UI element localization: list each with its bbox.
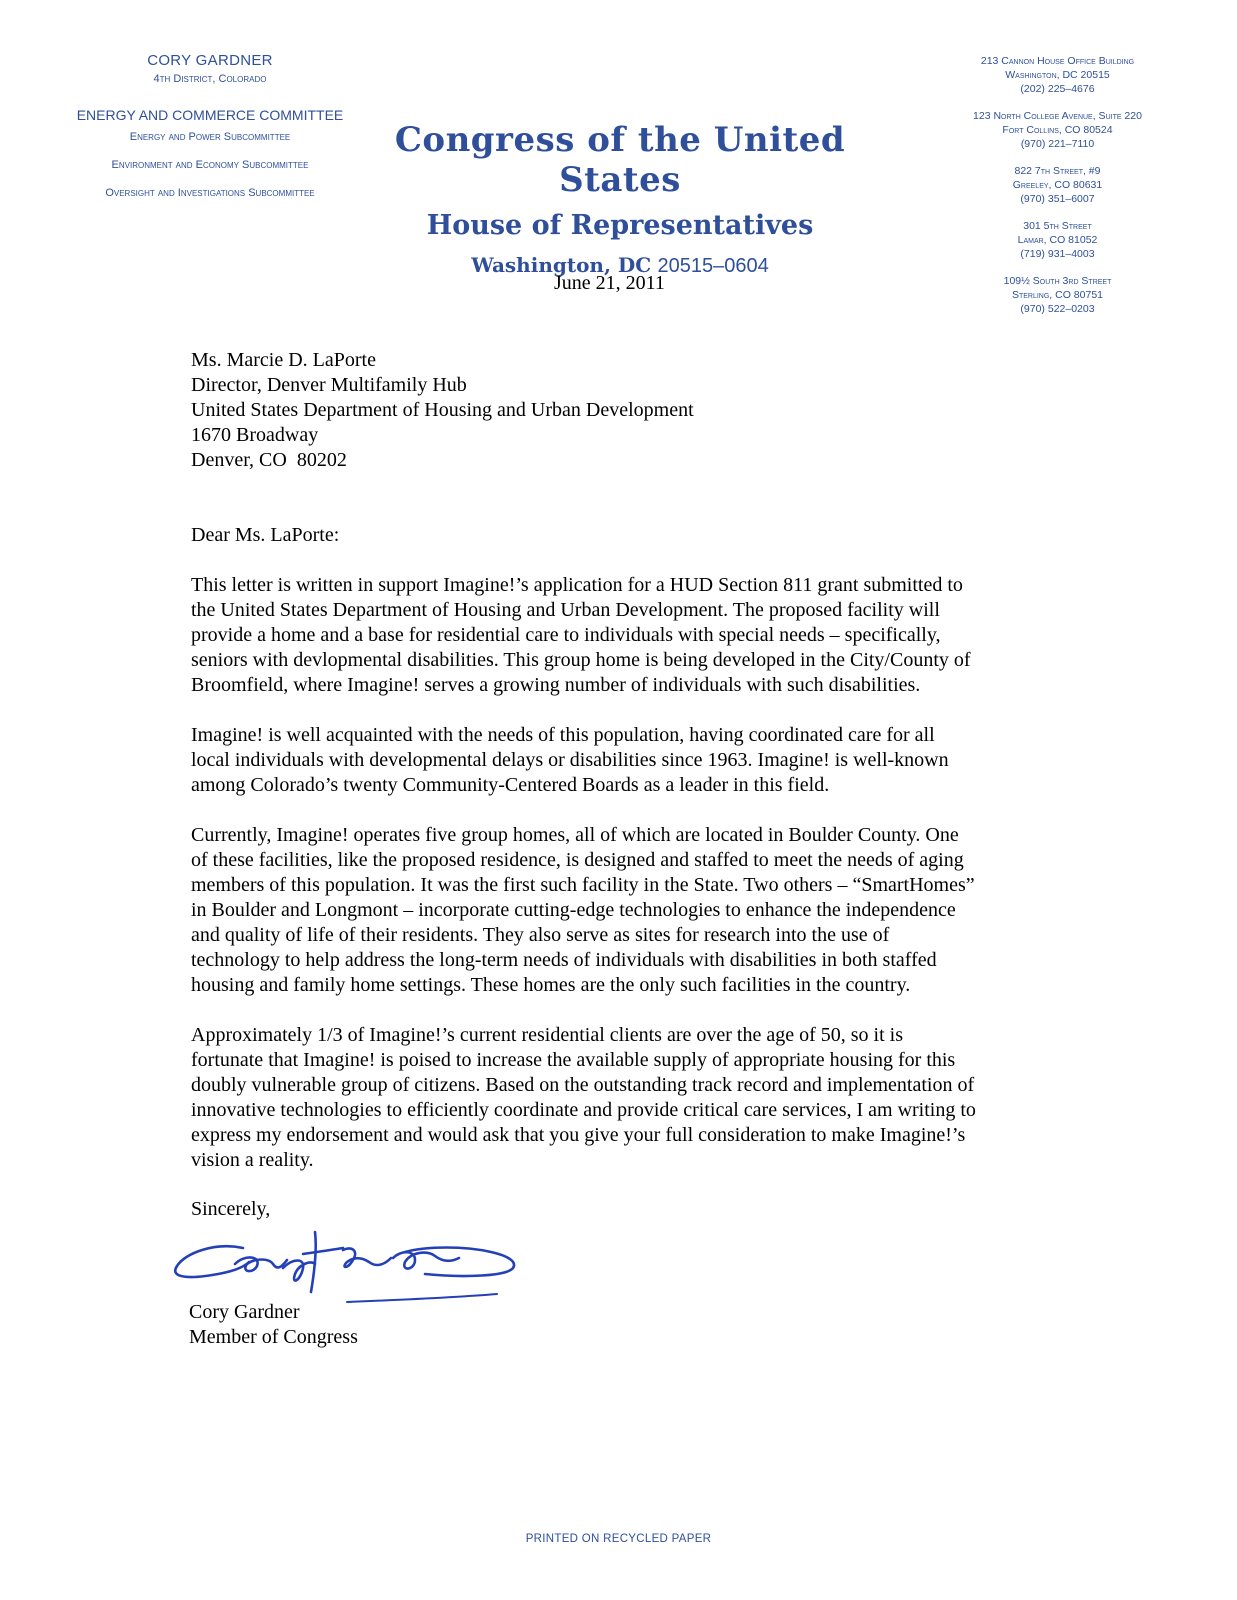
office-phone: (202) 225–4676	[1020, 83, 1095, 95]
office-line: 123 North College Avenue, Suite 220	[973, 110, 1142, 122]
member-district: 4th District, Colorado	[153, 73, 267, 85]
office-line: 301 5th Street	[1023, 220, 1092, 232]
office-line: Lamar, CO 81052	[1017, 234, 1098, 246]
body-paragraph	[191, 573, 1061, 698]
recipient-address	[191, 348, 694, 473]
body-line: local individuals with developmental delays or disabilities since 1963. Imagine! is well-known	[191, 749, 949, 771]
body-line: and quality of life of their residents. They also serve as sites for research into the use of	[191, 924, 890, 946]
office-line: Washington, DC 20515	[1005, 69, 1110, 81]
office-line: 822 7th Street, #9	[1014, 165, 1101, 177]
body-line: This letter is written in support Imagine!’s application for a HUD Section 811 grant submitted to	[191, 574, 963, 596]
office-line: Sterling, CO 80751	[1011, 289, 1104, 301]
body-line: the United States Department of Housing and Urban Development. The proposed facility will	[191, 599, 940, 621]
subcommittee: Oversight and Investigations Subcommittee	[105, 187, 315, 199]
office-address	[945, 164, 1170, 206]
body-line: innovative technologies to efficiently coordinate and provide critical care services, I am writing to	[191, 1099, 976, 1121]
body-line: Approximately 1/3 of Imagine!’s current residential clients are over the age of 50, so it is	[191, 1024, 904, 1046]
office-address	[945, 54, 1170, 96]
letterhead-left	[60, 52, 360, 199]
office-phone: (970) 351–6007	[1020, 193, 1095, 205]
salutation: Dear Ms. LaPorte:	[191, 524, 340, 546]
body-line: Imagine! is well acquainted with the needs of this population, having coordinated care for all	[191, 724, 935, 746]
member-name: CORY GARDNER	[147, 52, 273, 69]
body-paragraph	[191, 823, 1061, 998]
recipient-line: 1670 Broadway	[191, 424, 319, 446]
office-phone: (719) 931–4003	[1020, 248, 1095, 260]
body-line: provide a home and a base for residential care to individuals with special needs – specifically,	[191, 624, 941, 646]
office-address	[945, 274, 1170, 316]
body-line: express my endorsement and would ask that you give your full consideration to make Imagine!’s	[191, 1124, 966, 1146]
city-zip: 20515–0604	[657, 255, 769, 277]
recipient-line: Denver, CO 80202	[191, 449, 347, 471]
body-paragraph	[191, 1023, 1061, 1173]
recycled-paper-notice: PRINTED ON RECYCLED PAPER	[525, 1533, 712, 1545]
body-line: of these facilities, like the proposed residence, is designed and staffed to meet the needs of aging	[191, 849, 964, 871]
office-phone: (970) 221–7110	[1020, 138, 1095, 150]
body-line: among Colorado’s twenty Community-Centered Boards as a leader in this field.	[191, 774, 830, 796]
body-line: housing and family home settings. These homes are the only such facilities in the country.	[191, 974, 911, 996]
office-line: Greeley, CO 80631	[1012, 179, 1103, 191]
recipient-line: United States Department of Housing and Urban Development	[191, 399, 694, 421]
recipient-line: Director, Denver Multifamily Hub	[191, 374, 467, 396]
office-line: 213 Cannon House Office Building	[980, 55, 1135, 67]
closing: Sincerely,	[191, 1198, 271, 1220]
body-line: Broomfield, where Imagine! serves a growing number of individuals with such disabilities.	[191, 674, 921, 696]
signer-title: Member of Congress	[189, 1326, 358, 1348]
letter-date: June 21, 2011	[554, 272, 665, 294]
house-title: House of Representatives	[426, 210, 814, 241]
signer-name: Cory Gardner	[189, 1301, 300, 1323]
city-name: Washington, DC	[471, 253, 652, 277]
recipient-line: Ms. Marcie D. LaPorte	[191, 349, 376, 371]
office-address	[945, 219, 1170, 261]
body-line: Currently, Imagine! operates five group homes, all of which are located in Boulder County. One	[191, 824, 959, 846]
letter-body	[191, 573, 1061, 1198]
congress-title: Congress of the United States	[394, 120, 846, 200]
body-line: members of this population. It was the first such facility in the State. Two others – “SmartHomes”	[191, 874, 975, 896]
office-phone: (970) 522–0203	[1020, 303, 1095, 315]
committee-name: ENERGY AND COMMERCE COMMITTEE	[76, 107, 344, 123]
body-line: seniors with devlopmental disabilities. This group home is being developed in the City/County of	[191, 649, 971, 671]
subcommittee: Environment and Economy Subcommittee	[111, 159, 309, 171]
subcommittee: Energy and Power Subcommittee	[129, 131, 291, 143]
body-line: in Boulder and Longmont – incorporate cutting-edge technologies to enhance the independence	[191, 899, 956, 921]
body-line: technology to help address the long-term needs of individuals with disabilities in both staffed	[191, 949, 937, 971]
office-line: Fort Collins, CO 80524	[1002, 124, 1113, 136]
letterhead-offices	[945, 54, 1170, 329]
office-line: 109½ South 3rd Street	[1003, 275, 1112, 287]
body-paragraph	[191, 723, 1061, 798]
letterhead-center	[370, 120, 870, 278]
body-line: vision a reality.	[191, 1149, 314, 1171]
signature-block	[189, 1300, 358, 1350]
office-address	[945, 109, 1170, 151]
body-line: doubly vulnerable group of citizens. Based on the outstanding track record and implementation of	[191, 1074, 975, 1096]
body-line: fortunate that Imagine! is poised to increase the available supply of appropriate housing for this	[191, 1049, 956, 1071]
